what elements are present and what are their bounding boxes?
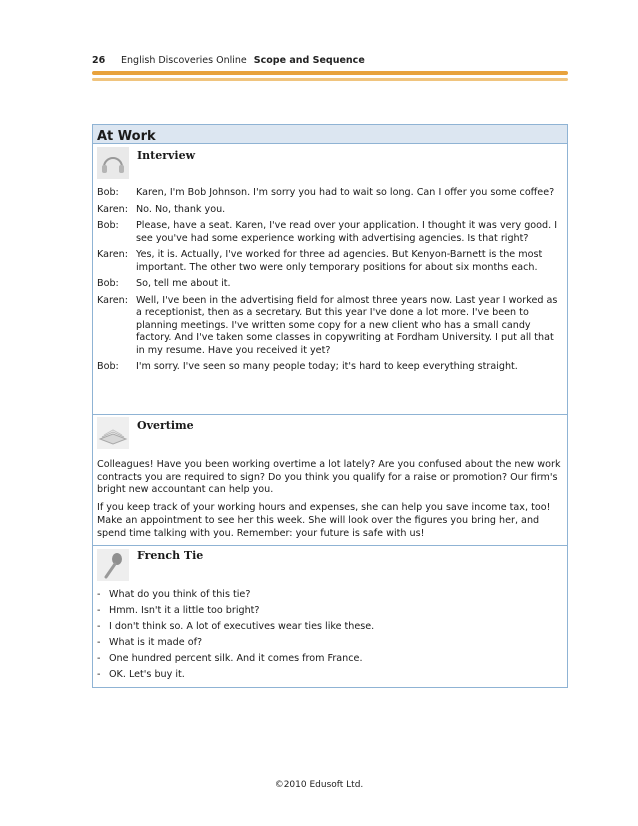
- interview-dialogue: [97, 187, 565, 378]
- line-text: So, tell me about it.: [136, 278, 231, 289]
- header-rule: [92, 71, 568, 75]
- list-item: - OK. Let's buy it.: [97, 667, 563, 683]
- section-divider: [93, 414, 567, 415]
- speaker: Bob:: [97, 187, 119, 198]
- document-title: English Discoveries Online: [121, 55, 247, 66]
- speaker: Karen:: [97, 203, 128, 215]
- section-title: At Work: [97, 129, 156, 144]
- line-text: One hundred percent silk. And it comes from France.: [109, 653, 363, 664]
- overtime-heading: Overtime: [137, 419, 194, 432]
- paragraph: If you keep track of your working hours and expenses, she can help you save income tax, too! Make an appointment to see her this week. She will look over the figures you bring her, and spend time talking with you. Remember: your future is safe with us!: [97, 502, 551, 539]
- line-text: Please, have a seat. Karen, I've read over your application. I thought it was very good. I see you've had some experience working with advertising agencies. Is that right?: [136, 220, 558, 244]
- interview-heading: Interview: [137, 149, 196, 162]
- page-number: 26: [92, 55, 106, 66]
- speaker: Karen:: [97, 294, 128, 306]
- header-rule-secondary: [92, 78, 568, 81]
- list-item: - I don't think so. A lot of executives wear ties like these.: [97, 619, 563, 635]
- list-item: - Hmm. Isn't it a little too bright?: [97, 603, 563, 619]
- page-footer: ©2010 Edusoft Ltd.: [274, 780, 364, 790]
- dialogue-line: [97, 220, 565, 245]
- speaker: Karen:: [97, 249, 128, 260]
- section-divider: [93, 545, 567, 546]
- line-text: OK. Let's buy it.: [109, 669, 185, 680]
- book-icon: [97, 417, 129, 449]
- line-text: What do you think of this tie?: [109, 589, 251, 600]
- microphone-icon: [97, 549, 129, 581]
- line-text: Hmm. Isn't it a little too bright?: [109, 605, 260, 616]
- french-tie-heading: French Tie: [137, 549, 204, 562]
- headset-icon: [97, 147, 129, 179]
- dialogue-line: [97, 204, 565, 217]
- line-text: Yes, it is. Actually, I've worked for three ad agencies. But Kenyon-Barnett is the most important. The other two were only temporary positions for about six months each.: [136, 249, 543, 273]
- speaker: Bob:: [97, 361, 119, 372]
- section-title-bar: [93, 125, 567, 144]
- dialogue-line: [97, 278, 565, 291]
- dialogue-line: [97, 361, 565, 374]
- dialogue-line: [97, 249, 565, 274]
- document-title-bold: Scope and Sequence: [253, 55, 365, 66]
- french-tie-dialogue: [97, 587, 563, 683]
- content-box: [92, 124, 568, 688]
- page-header: [92, 55, 365, 66]
- dialogue-line: [97, 187, 565, 200]
- list-item: - What do you think of this tie?: [97, 587, 563, 603]
- speaker: Bob:: [97, 220, 119, 231]
- dialogue-line: [97, 295, 565, 358]
- line-text: What is it made of?: [109, 637, 203, 648]
- list-item: - One hundred percent silk. And it comes from France.: [97, 651, 563, 667]
- list-item: - What is it made of?: [97, 635, 563, 651]
- line-text: Karen, I'm Bob Johnson. I'm sorry you had to wait so long. Can I offer you some coffee?: [136, 187, 555, 198]
- line-text: I don't think so. A lot of executives wear ties like these.: [109, 621, 375, 632]
- line-text: Well, I've been in the advertising field for almost three years now. Last year I worked as a receptionist, then as a secretary. But this year I've done a lot more. I've been to planning meetings. I've written some copy for a new client who has a small candy factory. And I've taken some classes in copywriting at Fordham University. I put all that in my resume. Have you received it yet?: [136, 294, 558, 356]
- overtime-text: [97, 459, 563, 545]
- paragraph: Colleagues! Have you been working overtime a lot lately? Are you confused about the new work contracts you are required to sign? Do you think you qualify for a raise or promotion? Our firm's bright new accountant can help you.: [97, 459, 561, 496]
- line-text: I'm sorry. I've seen so many people today; it's hard to keep everything straight.: [136, 361, 518, 372]
- speaker: Bob:: [97, 278, 119, 289]
- line-text: No. No, thank you.: [136, 203, 226, 215]
